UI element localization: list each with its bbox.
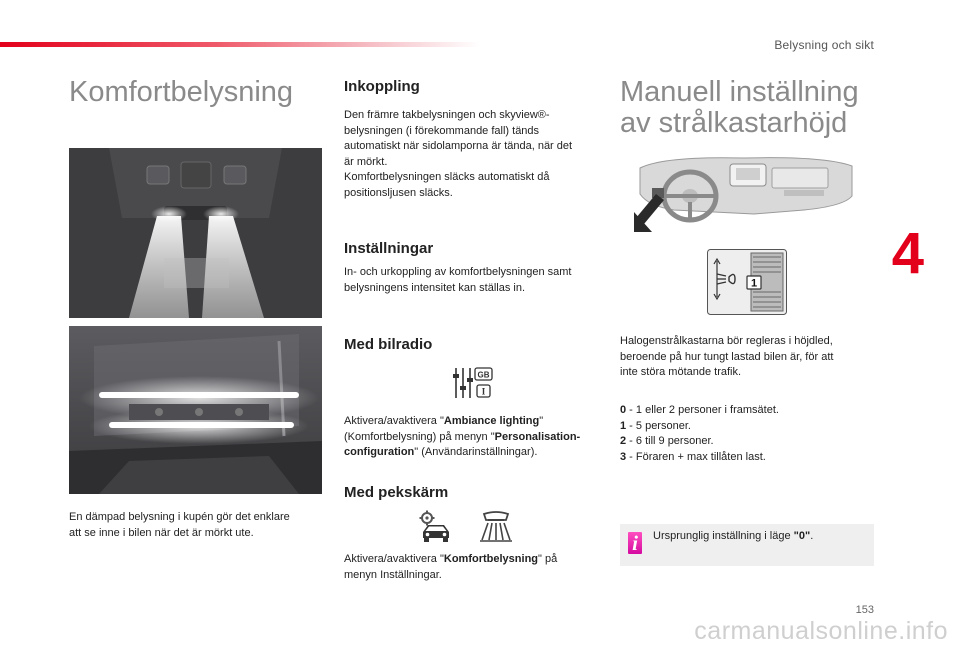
personalisation-menu-label: Personalisation-	[494, 430, 581, 443]
position-1-item: 1 - 5 personer.	[620, 419, 691, 432]
position-3-item: 3 - Föraren + max tillåten last.	[620, 450, 766, 463]
position-0-item: 0 - 1 eller 2 personer i framsätet.	[620, 404, 779, 416]
info-icon: i	[628, 532, 642, 554]
ceiling-light-illustration	[69, 148, 322, 318]
heading-med-pekskarm: Med pekskärm	[344, 484, 449, 501]
page-number: 153	[855, 604, 874, 616]
header-accent-bar	[0, 42, 480, 47]
headlamp-intro-text: Halogenstrålkastarna bör regleras i höjdled, beroende på hur tungt lastad bilen är, för att inte störa mötande trafik.	[620, 335, 834, 378]
bilradio-text: Aktivera/avaktivera "Ambiance lighting" (Komfortbelysning) på menyn "Personalisation- configuration" (Användarinställningar).	[344, 415, 581, 458]
settings-icon-badge-text: GB	[477, 370, 490, 380]
position-2-item: 2 - 6 till 9 personer.	[620, 435, 714, 447]
heading-inkoppling: Inkoppling	[344, 78, 420, 95]
info-text: Ursprunglig inställning i läge "0".	[653, 530, 814, 542]
skyview-light-photo	[69, 326, 322, 494]
installningar-text: In- och urkoppling av komfortbelysningen samt belysningens intensitet kan ställas in.	[344, 266, 572, 294]
settings-icon-badge2-text: I	[481, 386, 486, 397]
ambiance-lighting-label: Ambiance lighting	[443, 415, 540, 427]
headlamp-height-knob	[707, 249, 787, 315]
inkoppling-text: Den främre takbelysningen och skyview®- belysningen (i förekommande fall) tänds automatiskt när sidolamporna är tända, när det är mörkt. Komfortbelysningen släcks automatiskt då positionsljusen släcks.	[344, 109, 573, 199]
dashboard-illustration	[634, 154, 856, 242]
komfortbelysning-label: Komfortbelysning	[443, 553, 539, 565]
pekskarm-text: Aktivera/avaktivera "Komfortbelysning" på menyn Inställningar.	[344, 553, 558, 581]
ceiling-light-icon	[478, 510, 514, 544]
initial-position-value: "0"	[793, 530, 811, 542]
knob-position-label: 1	[750, 277, 758, 290]
left-caption: En dämpad belysning i kupén gör det enklare att se inne i bilen när det är mörkt ute.	[69, 511, 290, 539]
skyview-light-illustration	[69, 326, 322, 494]
car-settings-icon	[419, 510, 453, 544]
info-box	[620, 524, 874, 566]
heading-med-bilradio: Med bilradio	[344, 336, 433, 353]
page-title-manuell-installning: Manuell inställning av strålkastarhöjd	[620, 76, 859, 139]
settings-sliders-icon	[452, 366, 494, 400]
page-title-komfortbelysning: Komfortbelysning	[69, 76, 294, 108]
chapter-title: Belysning och sikt	[774, 38, 874, 52]
headlamp-positions-list	[620, 403, 779, 465]
chapter-number: 4	[891, 221, 924, 286]
heading-installningar: Inställningar	[344, 240, 434, 257]
watermark-text: carmanualsonline.info	[694, 617, 948, 645]
ceiling-light-photo	[69, 148, 322, 318]
